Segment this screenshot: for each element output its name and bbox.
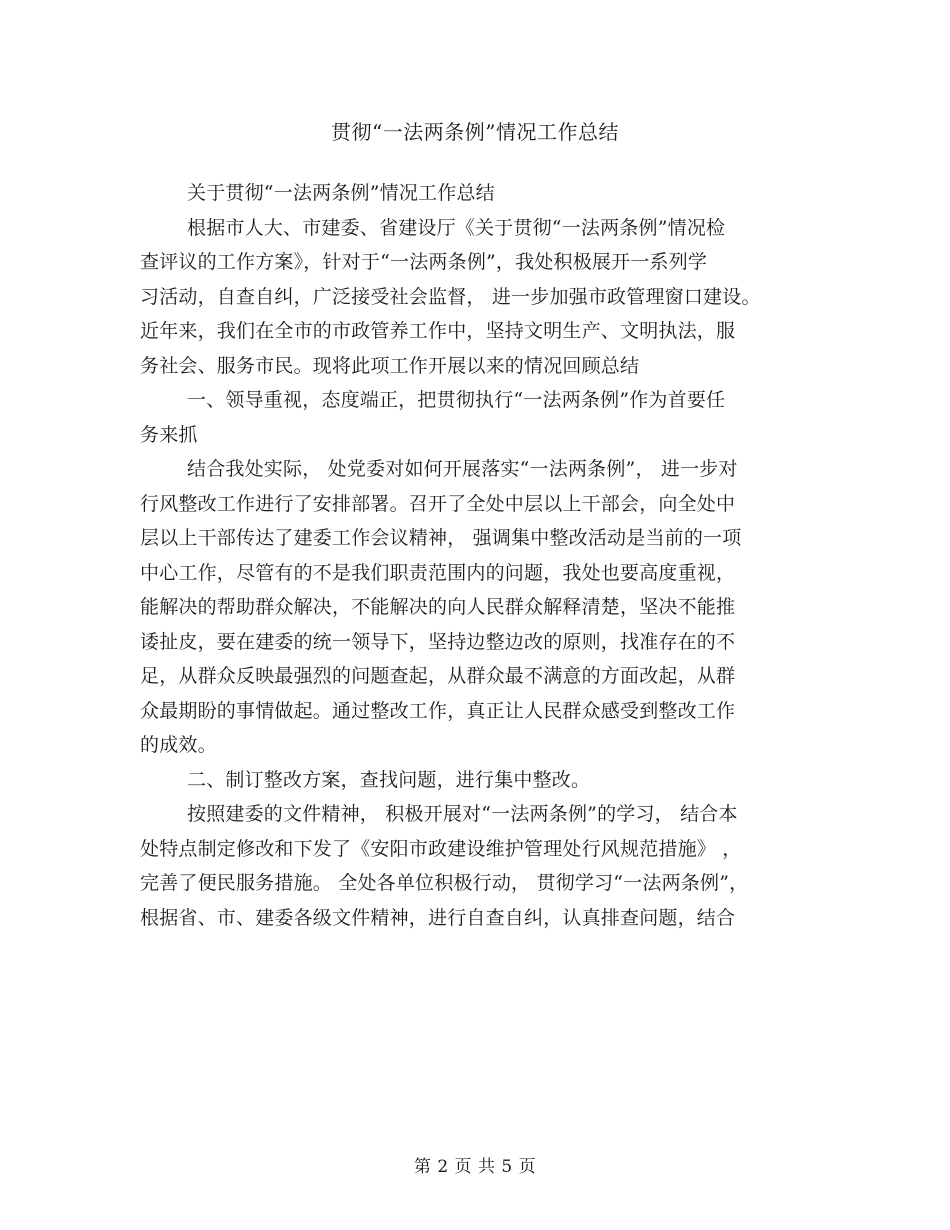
paragraph-line: 根据市人大、市建委、省建设厅《关于贯彻“一法两条例”情况检 (187, 216, 726, 239)
total-page-count: 5 (501, 1157, 513, 1177)
document-body (140, 176, 820, 935)
paragraph-line: 中心工作，尽管有的不是我们职责范围内的问题，我处也要高度重视， (140, 561, 736, 584)
paragraph-line: 足，从群众反映最强烈的问题查起，从群众最不满意的方面改起，从群 (140, 665, 736, 687)
paragraph-line: 行风整改工作进行了安排部署。召开了全处中层以上干部会，向全处中 (140, 492, 736, 515)
paragraph-line: 务来抓 (140, 423, 198, 446)
footer-prefix: 第 (413, 1157, 432, 1177)
paragraph-line: 查评议的工作方案》，针对于“一法两条例”，我处积极展开一系列学 (140, 251, 708, 273)
footer-suffix: 页 (518, 1157, 537, 1177)
paragraph-line: 处特点制定修改和下发了《安阳市政建设维护管理处行风规范措施》 ， (140, 837, 742, 860)
document-title: 贯彻“一法两条例”情况工作总结 (331, 120, 619, 144)
paragraph-line: 根据省、市、建委各级文件精神，进行自查自纠，认真排查问题，结合 (140, 906, 736, 929)
paragraph-line: 二、制订整改方案，查找问题，进行集中整改。 (187, 768, 591, 791)
paragraph-line: 结合我处实际， 处党委对如何开展落实“一法两条例”， 进一步对 (187, 458, 738, 480)
paragraph-line: 一、领导重视，态度端正，把贯彻执行“一法两条例”作为首要任 (187, 389, 726, 411)
paragraph-line: 能解决的帮助群众解决，不能解决的向人民群众解释清楚，坚决不能推 (140, 596, 736, 618)
paragraph-line: 完善了便民服务措施。 全处各单位积极行动， 贯彻学习“一法两条例”， (140, 872, 749, 894)
paragraph-line: 层以上干部传达了建委工作会议精神， 强调集中整改活动是当前的一项 (140, 527, 742, 549)
paragraph-line: 近年来，我们在全市的市政管养工作中，坚持文明生产、文明执法，服 (140, 320, 736, 342)
paragraph-line: 习活动，自查自纠，广泛接受社会监督， 进一步加强市政管理窗口建设。 (140, 285, 761, 308)
page-footer (0, 1152, 950, 1177)
paragraph-line: 的成效。 (140, 734, 217, 756)
current-page-number: 2 (437, 1157, 449, 1177)
paragraph-line: 众最期盼的事情做起。通过整改工作，真正让人民群众感受到整改工作 (140, 699, 736, 722)
footer-mid: 页 共 (454, 1157, 496, 1177)
paragraph-line: 关于贯彻“一法两条例”情况工作总结 (187, 182, 495, 204)
paragraph-line: 按照建委的文件精神， 积极开展对“一法两条例”的学习， 结合本 (187, 803, 738, 825)
paragraph-line: 诿扯皮，要在建委的统一领导下，坚持边整边改的原则，找准存在的不 (140, 630, 736, 653)
paragraph-line: 务社会、服务市民。现将此项工作开展以来的情况回顾总结 (140, 354, 640, 377)
